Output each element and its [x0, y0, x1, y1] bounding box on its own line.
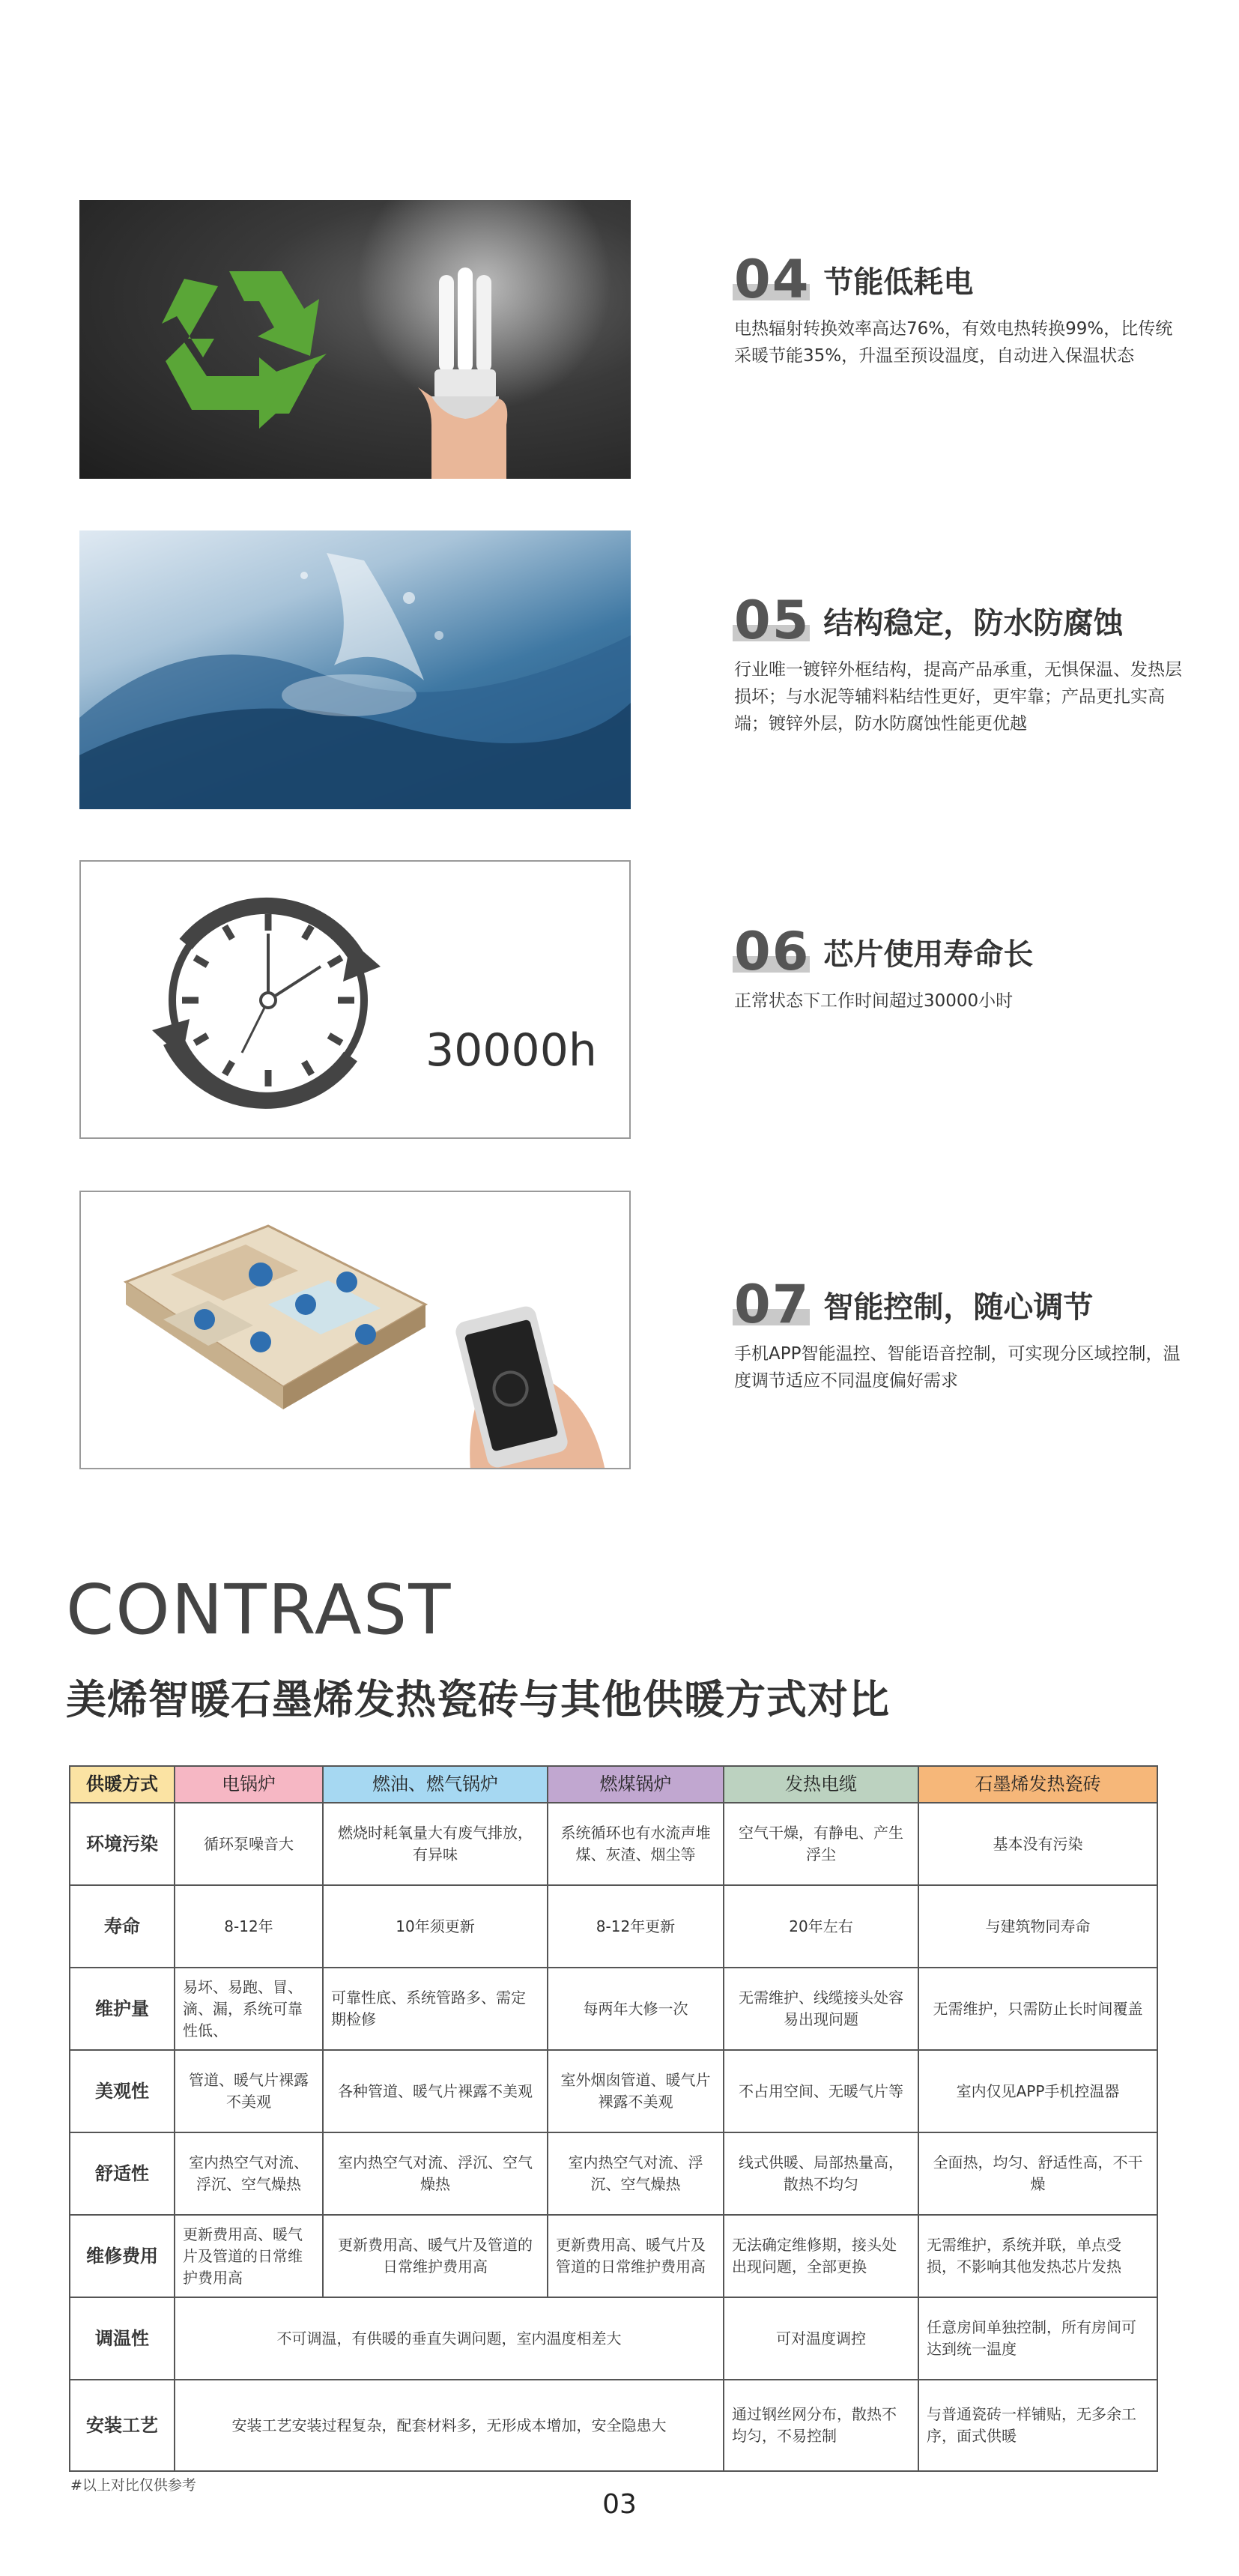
row-label: 美观性: [70, 2050, 175, 2132]
table-cell: 不占用空间、无暖气片等: [724, 2050, 918, 2132]
recycle-icon: [162, 271, 327, 429]
row-label: 环境污染: [70, 1803, 175, 1885]
feature-number: 06: [734, 921, 811, 982]
table-cell: 更新费用高、暖气片及管道的日常维护费用高: [548, 2215, 724, 2297]
table-cell: 无需维护，只需防止长时间覆盖: [918, 1968, 1157, 2050]
table-cell: 室内热空气对流、浮沉、空气燥热: [323, 2132, 548, 2215]
table-cell: 室内仅见APP手机控温器: [918, 2050, 1157, 2132]
feature-description: 手机APP智能温控、智能语音控制，可实现分区域控制，温度调节适应不同温度偏好需求: [734, 1344, 1181, 1391]
feature-title: 智能控制，随心调节: [823, 1289, 1094, 1325]
table-row: [70, 1885, 1157, 1968]
table-row: [70, 2050, 1157, 2132]
feature-description: 行业唯一镀锌外框结构，提高产品承重，无惧保温、发热层损坏；与水泥等辅料粘结性更好，更牢靠；产品更扎实高端；镀锌外层，防水防腐蚀性能更优越: [734, 660, 1182, 734]
row-label: 维护量: [70, 1968, 175, 2050]
table-cell: 线式供暖、局部热量高，散热不均匀: [724, 2132, 918, 2215]
feature-07: [0, 1191, 1239, 1475]
row-label: 寿命: [70, 1885, 175, 1968]
table-row: [70, 2297, 1157, 2380]
table-row: [70, 2132, 1157, 2215]
table-cell: 易坏、易跑、冒、滴、漏，系统可靠性低、: [175, 1968, 323, 2050]
table-cell: 无需维护，系统并联，单点受损，不影响其他发热芯片发热: [918, 2215, 1157, 2297]
comparison-table: [69, 1765, 1158, 2472]
table-cell: 8-12年更新: [548, 1885, 724, 1968]
header-cell: 电锅炉: [175, 1766, 323, 1803]
feature-description: 正常状态下工作时间超过30000小时: [734, 991, 1014, 1011]
section-title-en: CONTRAST: [66, 1570, 452, 1650]
table-cell: 20年左右: [724, 1885, 918, 1968]
table-cell: 各种管道、暖气片裸露不美观: [323, 2050, 548, 2132]
smart-control-image: [79, 1191, 631, 1469]
lifespan-label: 30000h: [425, 1024, 597, 1077]
table-cell: 燃烧时耗氧量大有废气排放，有异味: [323, 1803, 548, 1885]
table-row: [70, 2215, 1157, 2297]
feature-title: 芯片使用寿命长: [823, 937, 1034, 972]
table-cell: 基本没有污染: [918, 1803, 1157, 1885]
table-cell: 可靠性底、系统管路多、需定期检修: [323, 1968, 548, 2050]
footnote: #以上对比仅供参考: [70, 2477, 196, 2494]
table-cell: 循环泵噪音大: [175, 1803, 323, 1885]
row-label: 安装工艺: [70, 2380, 175, 2471]
header-cell: 燃油、燃气锅炉: [323, 1766, 548, 1803]
smart-home-illustration: [81, 1192, 631, 1469]
table-cell: 8-12年: [175, 1885, 323, 1968]
row-label: 调温性: [70, 2297, 175, 2380]
table-cell: 无需维护、线缆接头处容易出现问题: [724, 1968, 918, 2050]
table-cell: 更新费用高、暖气片及管道的日常维护费用高: [323, 2215, 548, 2297]
section-title-cn: 美烯智暖石墨烯发热瓷砖与其他供暖方式对比: [66, 1676, 890, 1723]
water-splash-image: [79, 530, 631, 809]
table-cell: 管道、暖气片裸露不美观: [175, 2050, 323, 2132]
table-cell: 每两年大修一次: [548, 1968, 724, 2050]
header-cell: 石墨烯发热瓷砖: [918, 1766, 1157, 1803]
table-cell: 与建筑物同寿命: [918, 1885, 1157, 1968]
energy-saving-image: [79, 200, 631, 479]
recycle-bulb-illustration: [79, 200, 631, 479]
table-cell: 与普通瓷砖一样铺贴，无多余工序，面式供暖: [918, 2380, 1157, 2471]
merged-cell: 安装工艺安装过程复杂，配套材料多，无形成本增加，安全隐患大: [175, 2380, 724, 2471]
page-number: 03: [602, 2489, 637, 2520]
table-cell: 10年须更新: [323, 1885, 548, 1968]
table-cell: 无法确定维修期，接头处出现问题，全部更换: [724, 2215, 918, 2297]
feature-title: 结构稳定，防水防腐蚀: [823, 605, 1124, 641]
table-cell: 室内热空气对流、浮沉、空气燥热: [175, 2132, 323, 2215]
table-cell: 系统循环也有水流声堆煤、灰渣、烟尘等: [548, 1803, 724, 1885]
merged-cell: 不可调温，有供暖的垂直失调问题，室内温度相差大: [175, 2297, 724, 2380]
table-cell: 空气干燥，有静电、产生浮尘: [724, 1803, 918, 1885]
feature-05: [0, 530, 1239, 815]
header-cell: 发热电缆: [724, 1766, 918, 1803]
table-row: [70, 1803, 1157, 1885]
table-cell: 更新费用高、暖气片及管道的日常维护费用高: [175, 2215, 323, 2297]
feature-number: 07: [734, 1274, 811, 1335]
table-cell: 室外烟囱管道、暖气片裸露不美观: [548, 2050, 724, 2132]
table-row: [70, 2380, 1157, 2471]
table-row: [70, 1968, 1157, 2050]
clock-image: [79, 860, 631, 1139]
row-label: 舒适性: [70, 2132, 175, 2215]
water-illustration: [79, 530, 631, 809]
row-label: 维修费用: [70, 2215, 175, 2297]
table-cell: 全面热，均匀、舒适性高，不干燥: [918, 2132, 1157, 2215]
table-cell: 可对温度调控: [724, 2297, 918, 2380]
feature-04: [0, 200, 1239, 485]
header-cell: 供暖方式: [70, 1766, 175, 1803]
clock-icon: [81, 862, 631, 1139]
feature-06: [0, 860, 1239, 1145]
table-cell: 室内热空气对流、浮沉、空气燥热: [548, 2132, 724, 2215]
table-header-row: [70, 1766, 1157, 1803]
feature-description: 电热辐射转换效率高达76%，有效电热转换99%，比传统采暖节能35%，升温至预设温度，自动进入保温状态: [734, 319, 1173, 366]
feature-number: 04: [734, 249, 811, 310]
header-cell: 燃煤锅炉: [548, 1766, 724, 1803]
table-cell: 任意房间单独控制，所有房间可达到统一温度: [918, 2297, 1157, 2380]
feature-title: 节能低耗电: [823, 264, 974, 300]
feature-number: 05: [734, 590, 811, 651]
table-cell: 通过钢丝网分布，散热不均匀，不易控制: [724, 2380, 918, 2471]
